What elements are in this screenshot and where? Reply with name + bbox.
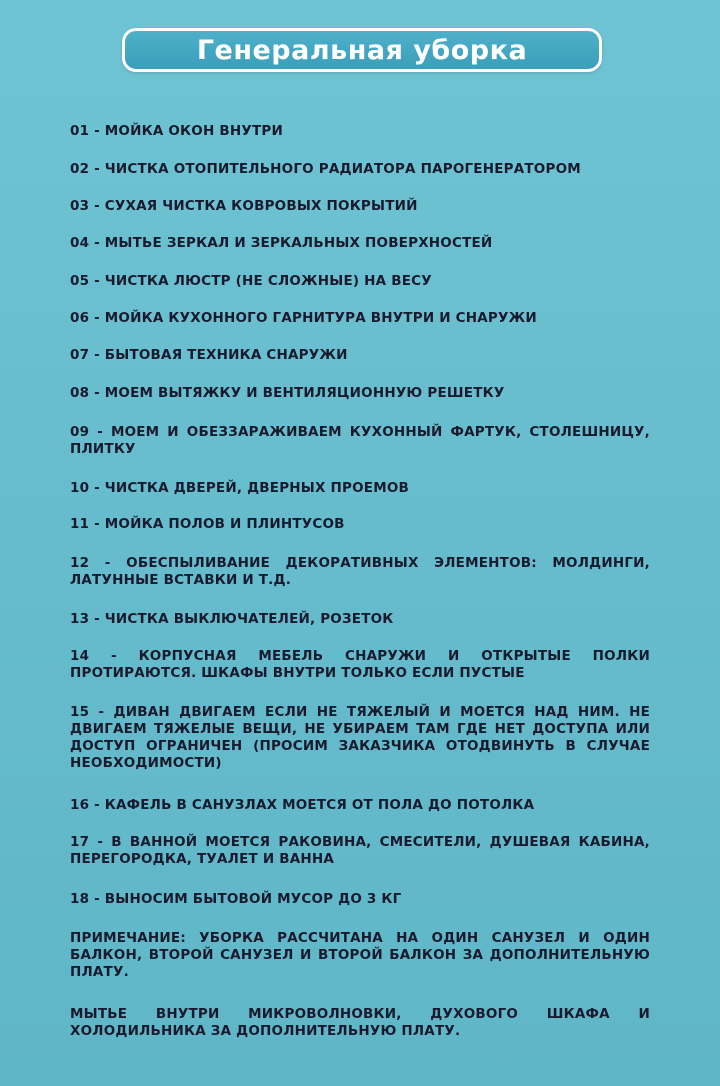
list-item: 14 - КОРПУСНАЯ МЕБЕЛЬ СНАРУЖИ И ОТКРЫТЫЕ ПОЛКИ ПРОТИРАЮТСЯ. ШКАФЫ ВНУТРИ ТОЛЬКО ЕСЛИ ПУСТЫЕ bbox=[70, 648, 650, 681]
page-title: Генеральная уборка bbox=[196, 34, 528, 66]
list-item: 01 - МОЙКА ОКОН ВНУТРИ bbox=[70, 123, 283, 139]
list-item: 15 - ДИВАН ДВИГАЕМ ЕСЛИ НЕ ТЯЖЕЛЫЙ И МОЕТСЯ НАД НИМ. НЕ ДВИГАЕМ ТЯЖЕЛЫЕ ВЕЩИ, НЕ УБИРАЕМ ТАМ ГДЕ НЕТ ДОСТУПА ИЛИ ДОСТУП ОГРАНИЧЕН (ПРОСИМ ЗАКАЗЧИКА ОТОДВИНУТЬ В СЛУЧАЕ НЕОБХОДИМОСТИ) bbox=[70, 704, 650, 771]
list-item: 08 - МОЕМ ВЫТЯЖКУ И ВЕНТИЛЯЦИОННУЮ РЕШЕТКУ bbox=[70, 385, 505, 401]
list-item: 17 - В ВАННОЙ МОЕТСЯ РАКОВИНА, СМЕСИТЕЛИ, ДУШЕВАЯ КАБИНА, ПЕРЕГОРОДКА, ТУАЛЕТ И ВАННА bbox=[70, 834, 650, 867]
list-item: 09 - МОЕМ И ОБЕЗЗАРАЖИВАЕМ КУХОННЫЙ ФАРТУК, СТОЛЕШНИЦУ, ПЛИТКУ bbox=[70, 424, 650, 457]
list-item: 18 - ВЫНОСИМ БЫТОВОЙ МУСОР ДО 3 КГ bbox=[70, 891, 402, 907]
list-item: 13 - ЧИСТКА ВЫКЛЮЧАТЕЛЕЙ, РОЗЕТОК bbox=[70, 611, 394, 627]
note-paragraph: МЫТЬЕ ВНУТРИ МИКРОВОЛНОВКИ, ДУХОВОГО ШКАФА И ХОЛОДИЛЬНИКА ЗА ДОПОЛНИТЕЛЬНУЮ ПЛАТУ. bbox=[70, 1006, 650, 1039]
title-banner bbox=[122, 28, 602, 72]
list-item: 05 - ЧИСТКА ЛЮСТР (НЕ СЛОЖНЫЕ) НА ВЕСУ bbox=[70, 273, 432, 289]
list-item: 10 - ЧИСТКА ДВЕРЕЙ, ДВЕРНЫХ ПРОЕМОВ bbox=[70, 480, 409, 496]
list-item: 07 - БЫТОВАЯ ТЕХНИКА СНАРУЖИ bbox=[70, 347, 348, 363]
list-item: 11 - МОЙКА ПОЛОВ И ПЛИНТУСОВ bbox=[70, 516, 345, 532]
list-item: 12 - ОБЕСПЫЛИВАНИЕ ДЕКОРАТИВНЫХ ЭЛЕМЕНТОВ: МОЛДИНГИ, ЛАТУННЫЕ ВСТАВКИ И Т.Д. bbox=[70, 555, 650, 588]
list-item: 16 - КАФЕЛЬ В САНУЗЛАХ МОЕТСЯ ОТ ПОЛА ДО ПОТОЛКА bbox=[70, 797, 535, 813]
list-item: 06 - МОЙКА КУХОННОГО ГАРНИТУРА ВНУТРИ И СНАРУЖИ bbox=[70, 310, 537, 326]
list-item: 02 - ЧИСТКА ОТОПИТЕЛЬНОГО РАДИАТОРА ПАРОГЕНЕРАТОРОМ bbox=[70, 161, 581, 177]
note-paragraph: ПРИМЕЧАНИЕ: УБОРКА РАССЧИТАНА НА ОДИН САНУЗЕЛ И ОДИН БАЛКОН, ВТОРОЙ САНУЗЕЛ И ВТОРОЙ БАЛКОН ЗА ДОПОЛНИТЕЛЬНУЮ ПЛАТУ. bbox=[70, 930, 650, 980]
list-item: 03 - СУХАЯ ЧИСТКА КОВРОВЫХ ПОКРЫТИЙ bbox=[70, 198, 418, 214]
list-item: 04 - МЫТЬЕ ЗЕРКАЛ И ЗЕРКАЛЬНЫХ ПОВЕРХНОСТЕЙ bbox=[70, 235, 493, 251]
